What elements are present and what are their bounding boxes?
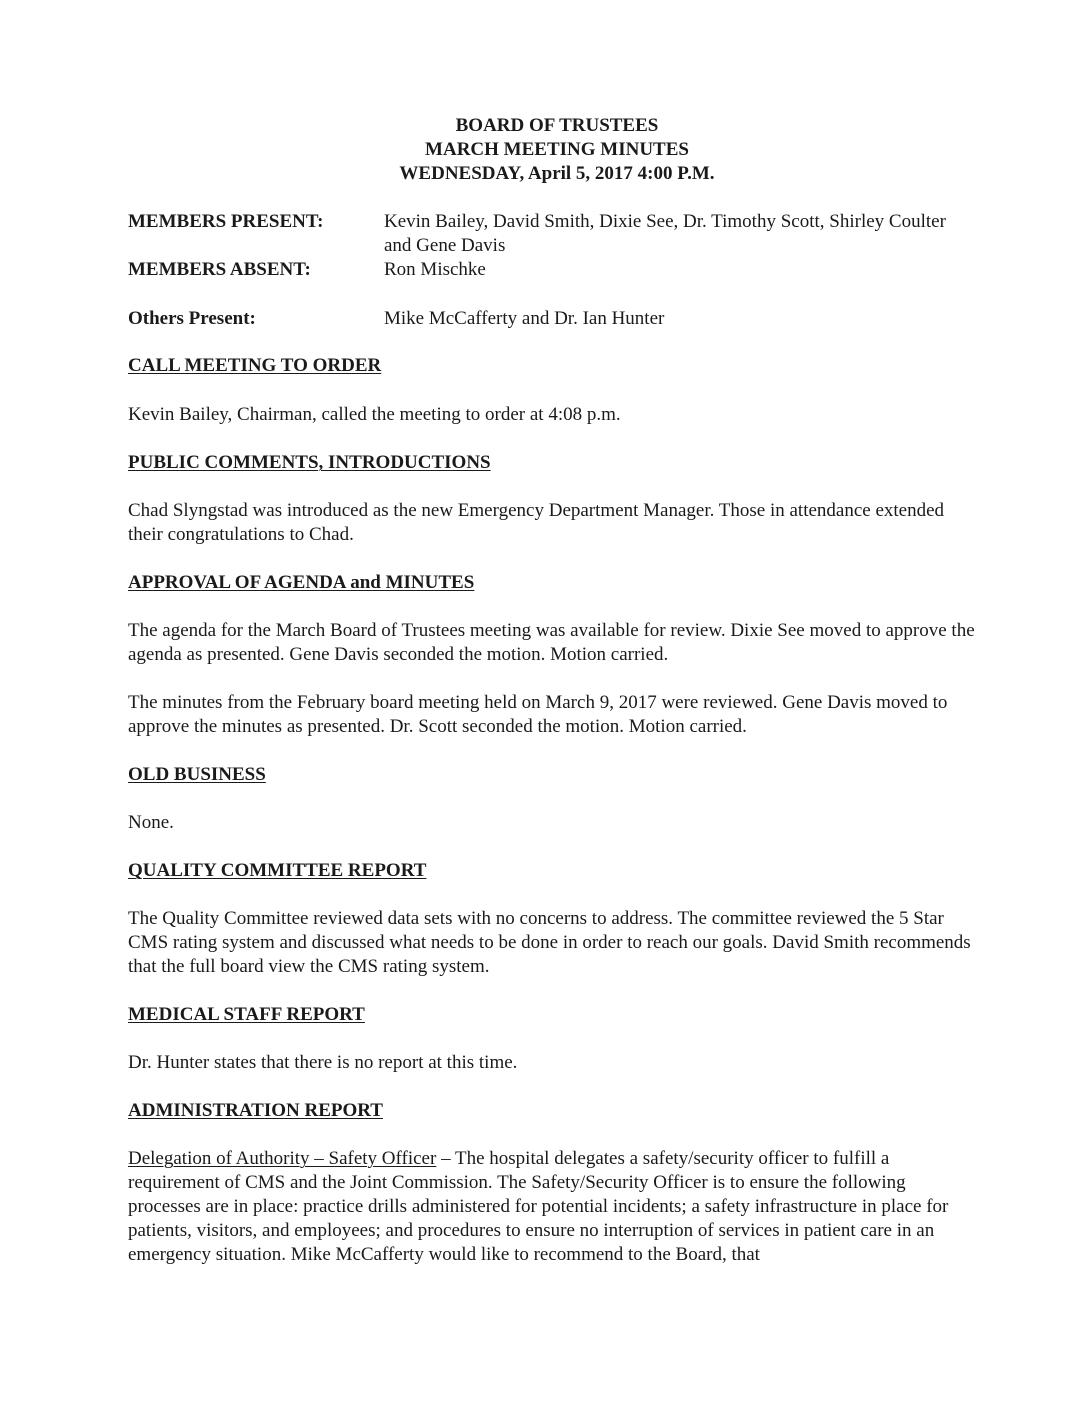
call-to-order-heading: CALL MEETING TO ORDER bbox=[128, 355, 382, 376]
members-absent-value: Ron Mischke bbox=[384, 259, 486, 280]
public-comments-text: Chad Slyngstad was introduced as the new Emergency Department Manager. Those in attendance extended their congratulations to Chad. bbox=[128, 500, 945, 545]
document-subtitle: MARCH MEETING MINUTES bbox=[425, 139, 689, 160]
delegation-subheading: Delegation of Authority – Safety Officer bbox=[128, 1148, 437, 1169]
document-title: BOARD OF TRUSTEES bbox=[455, 115, 659, 136]
meeting-date: WEDNESDAY, April 5, 2017 4:00 P.M. bbox=[399, 163, 715, 184]
medical-staff-text: Dr. Hunter states that there is no report at this time. bbox=[128, 1052, 518, 1073]
members-present-label: MEMBERS PRESENT: bbox=[128, 211, 324, 232]
call-to-order-text: Kevin Bailey, Chairman, called the meeting to order at 4:08 p.m. bbox=[128, 404, 621, 425]
others-present-label: Others Present: bbox=[128, 308, 256, 329]
old-business-text: None. bbox=[128, 812, 174, 833]
quality-committee-text: The Quality Committee reviewed data sets with no concerns to address. The committee reviewed the 5 Star CMS rating system and discussed what needs to be done in order to reach our goals. David Smith recommends that the full board view the CMS rating system. bbox=[128, 908, 971, 977]
others-present-value: Mike McCafferty and Dr. Ian Hunter bbox=[384, 308, 665, 329]
administration-text bbox=[128, 1147, 978, 1267]
delegation-text: – The hospital delegates a safety/security officer to fulfill a requirement of CMS and the Joint Commission. The Safety/Security Officer is to ensure the following processes are in place: practice drills administered for potential incidents; a safety infrastructure in place for patients, visitors, and employees; and procedures to ensure no interruption of services in patient care in an emergency situation. Mike McCafferty would like to recommend to the Board, that bbox=[128, 1148, 949, 1265]
public-comments-heading: PUBLIC COMMENTS, INTRODUCTIONS bbox=[128, 452, 491, 473]
members-absent-label: MEMBERS ABSENT: bbox=[128, 259, 311, 280]
approval-heading: APPROVAL OF AGENDA and MINUTES bbox=[128, 572, 475, 593]
quality-committee-heading: QUALITY COMMITTEE REPORT bbox=[128, 860, 427, 881]
old-business-heading: OLD BUSINESS bbox=[128, 764, 266, 785]
approval-minutes-text: The minutes from the February board meeting held on March 9, 2017 were reviewed. Gene Davis moved to approve the minutes as presented. Dr. Scott seconded the motion. Motion carried. bbox=[128, 692, 948, 737]
medical-staff-heading: MEDICAL STAFF REPORT bbox=[128, 1004, 365, 1025]
administration-heading: ADMINISTRATION REPORT bbox=[128, 1100, 383, 1121]
approval-agenda-text: The agenda for the March Board of Trustees meeting was available for review. Dixie See moved to approve the agenda as presented. Gene Davis seconded the motion. Motion carried. bbox=[128, 620, 975, 665]
members-present-value: Kevin Bailey, David Smith, Dixie See, Dr. Timothy Scott, Shirley Coulter and Gene Davis bbox=[384, 211, 946, 256]
